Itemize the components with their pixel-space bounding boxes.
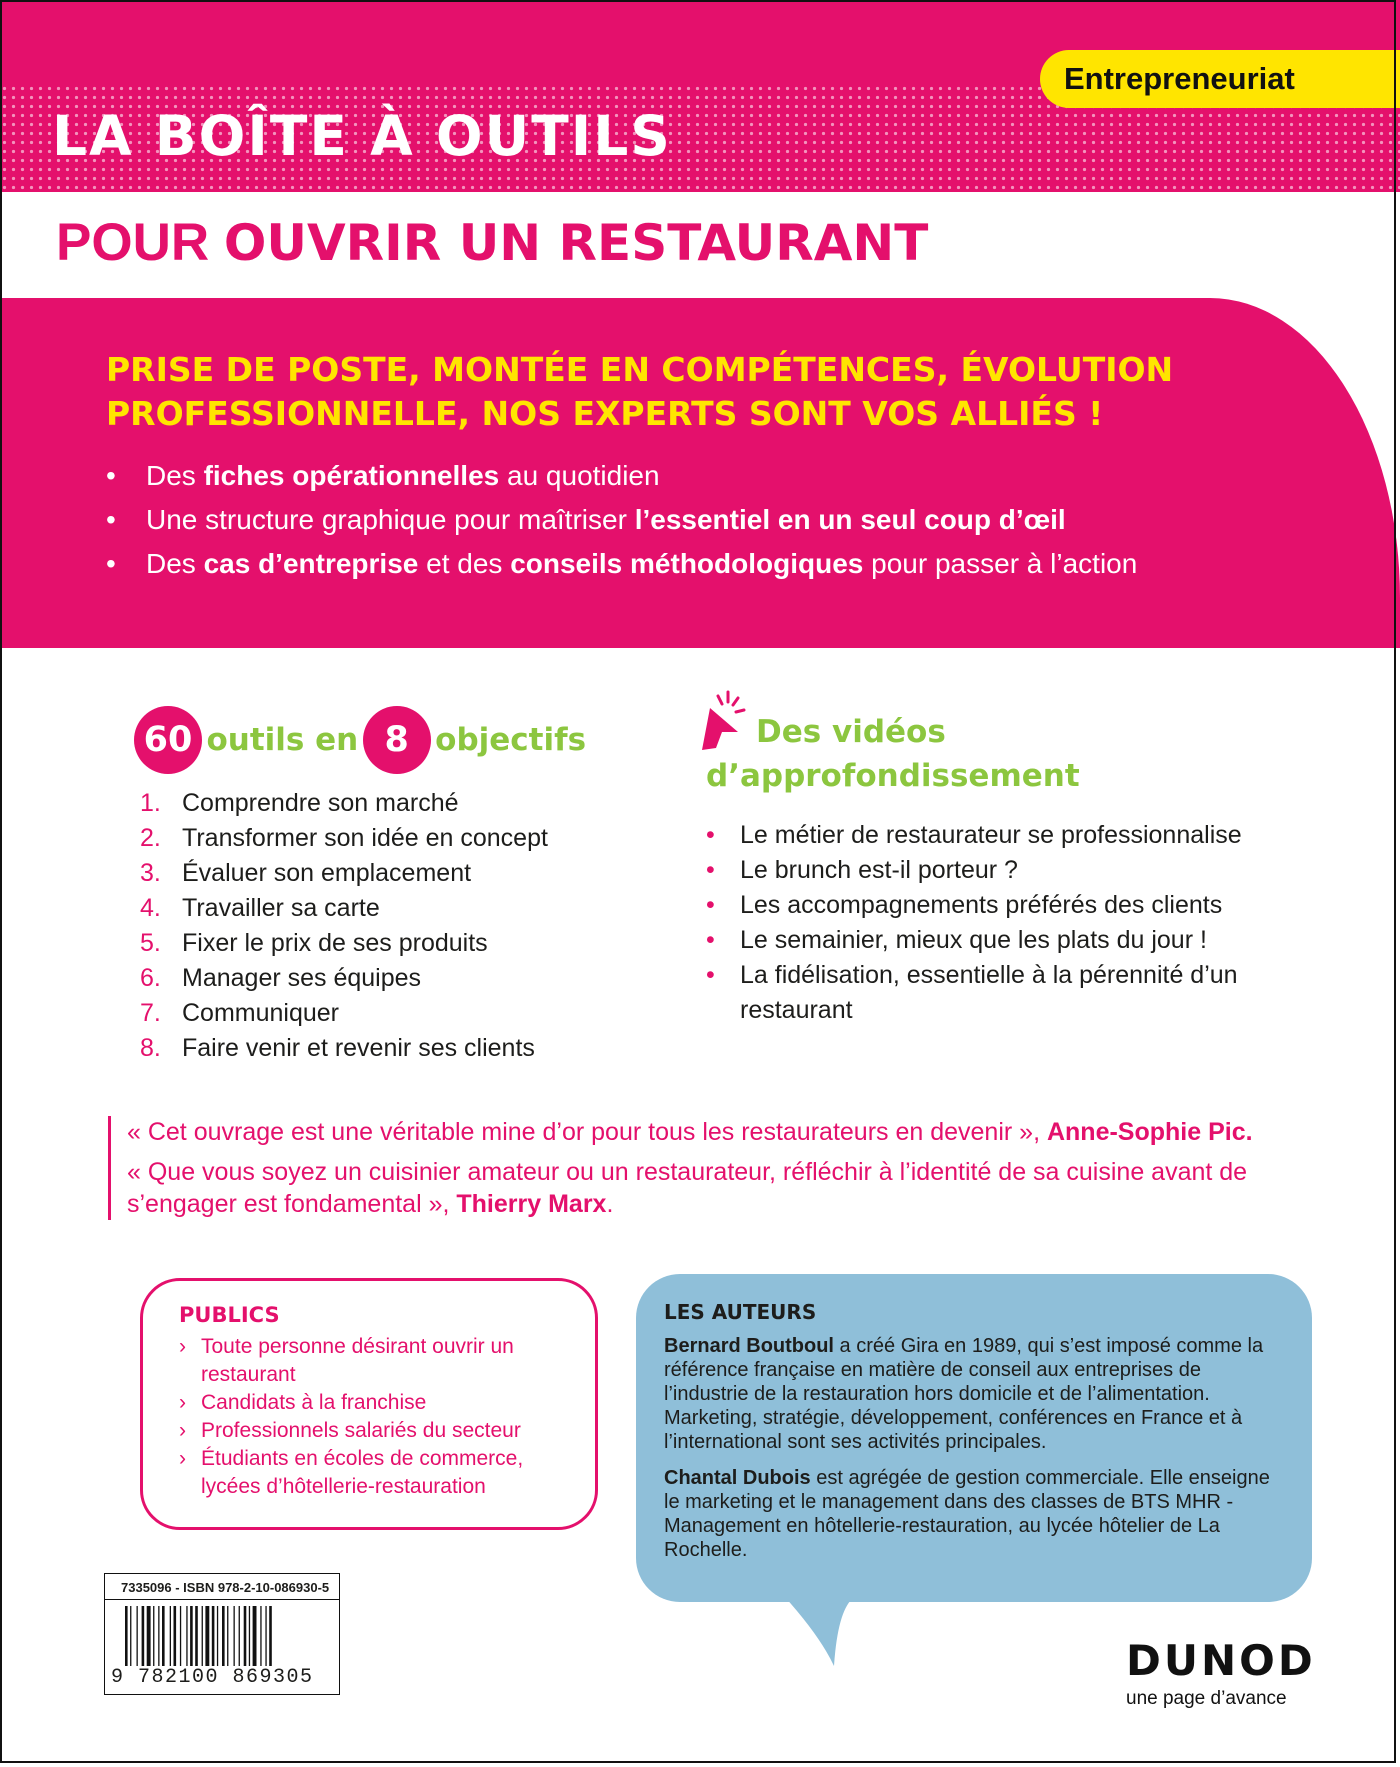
- barcode-block: [104, 1573, 340, 1695]
- barcode-bar: [222, 1606, 225, 1666]
- isbn-divider: [105, 1599, 339, 1600]
- intro-bullet: • Une structure graphique pour maîtriser l’essentiel en un seul coup d’œil: [106, 504, 1066, 535]
- objective-item: [140, 926, 548, 961]
- objective-text: Comprendre son marché: [182, 789, 459, 817]
- subtitle-bold: OUVRIR UN RESTAURANT: [223, 214, 929, 272]
- isbn-label: 7335096 - ISBN 978-2-10-086930-5: [121, 1580, 330, 1595]
- barcode-bar: [153, 1606, 154, 1666]
- barcode-bar: [239, 1606, 240, 1666]
- author-bio-text: a créé Gira en 1989, qui s’est imposé comme la référence française en matière de conseil aux entreprises de l’industrie de la restauration hors domicile et de l’alimentation. Marketing, stratégie, développement, conférences en France et à l’international sont ses activités principales.: [664, 1335, 1264, 1453]
- bullet-text: au quotidien: [499, 460, 660, 491]
- publics-list: [179, 1333, 575, 1501]
- videos-list: [704, 818, 1304, 1028]
- goals-label: objectifs: [435, 722, 587, 758]
- bullet-text: pour passer à l’action: [863, 548, 1138, 579]
- barcode-bar: [125, 1606, 128, 1666]
- objective-item: [140, 1031, 548, 1066]
- objective-number: 3.: [140, 859, 161, 887]
- barcode-bar: [260, 1606, 261, 1666]
- objective-text: Transformer son idée en concept: [182, 824, 548, 852]
- barcode-bar: [217, 1606, 218, 1666]
- objective-number: 5.: [140, 929, 161, 957]
- testimonial-quote: [127, 1156, 1327, 1220]
- barcode-bar: [205, 1606, 209, 1666]
- barcode-bar: [186, 1606, 187, 1666]
- publics-item: › Étudiants en écoles de commerce, lycées d’hôtellerie-restauration: [179, 1445, 575, 1501]
- quote-end: .: [1245, 1118, 1253, 1146]
- tools-count-badge: 60: [134, 706, 202, 774]
- publics-box: [140, 1278, 598, 1530]
- objective-text: Manager ses équipes: [182, 964, 422, 992]
- barcode-bar: [234, 1606, 235, 1666]
- barcode-bar: [244, 1606, 247, 1666]
- authors-bubble: [636, 1274, 1312, 1602]
- objective-item: [140, 856, 548, 891]
- barcode-bars: [123, 1606, 323, 1666]
- objective-text: Fixer le prix de ses produits: [182, 929, 488, 957]
- author-bio-text: est agrégée de gestion commerciale. Elle enseigne le marketing et le management dans des classes de BTS MHR - Management en hôtellerie-restauration, au lycée hôtelier de La Rochelle.: [664, 1467, 1270, 1561]
- barcode-bar: [158, 1606, 159, 1666]
- publisher-logo: DUNOD: [1126, 1636, 1316, 1685]
- objective-number: 2.: [140, 824, 161, 852]
- barcode-bar: [147, 1606, 151, 1666]
- objective-number: 6.: [140, 964, 161, 992]
- intro-tagline: PRISE DE POSTE, MONTÉE EN COMPÉTENCES, ÉVOLUTION PROFESSIONNELLE, NOS EXPERTS SONT VOS ALLIÉS !: [106, 350, 1174, 433]
- videos-heading-line2: d’approfondissement: [706, 758, 1080, 794]
- tools-label: outils en: [206, 722, 359, 758]
- barcode-bar: [130, 1606, 131, 1666]
- objective-text: Évaluer son emplacement: [182, 859, 472, 887]
- publisher-slogan: une page d’avance: [1126, 1688, 1287, 1709]
- category-tag: Entrepreneuriat: [1040, 50, 1400, 108]
- video-item: • Les accompagnements préférés des clients: [704, 888, 1304, 923]
- objectives-list: [140, 786, 548, 1066]
- intro-bullets: [106, 454, 1137, 586]
- author-name: Chantal Dubois: [664, 1467, 811, 1489]
- video-item: • La fidélisation, essentielle à la pérennité d’un restaurant: [704, 958, 1304, 1028]
- bullet-bold: fiches opérationnelles: [203, 460, 500, 491]
- barcode-bar: [212, 1606, 215, 1666]
- quote-text: « Que vous soyez un cuisinier amateur ou un restaurateur, réfléchir à l’identité de sa cuisine avant de s’engager est fondamental »,: [127, 1158, 1248, 1218]
- barcode-bar: [174, 1606, 177, 1666]
- barcode-bar: [142, 1606, 145, 1666]
- barcode-bar: [137, 1606, 138, 1666]
- publics-item: › Toute personne désirant ouvrir un restaurant: [179, 1333, 575, 1389]
- book-subtitle: [56, 212, 928, 273]
- objective-number: 4.: [140, 894, 161, 922]
- quote-author: Anne-Sophie Pic: [1046, 1118, 1246, 1146]
- barcode-bar: [190, 1606, 193, 1666]
- subtitle-prefix: POUR: [56, 213, 210, 272]
- author-bio: [664, 1466, 1286, 1562]
- barcode-bar: [170, 1606, 171, 1666]
- bullet-text: Des: [146, 548, 204, 579]
- objective-item: [140, 961, 548, 996]
- objective-item: [140, 821, 548, 856]
- goals-count-badge: 8: [363, 706, 431, 774]
- testimonial-quote: [127, 1116, 1327, 1148]
- series-title: LA BOÎTE À OUTILS: [52, 104, 672, 168]
- barcode-bar: [265, 1606, 266, 1666]
- videos-heading: [706, 710, 1080, 798]
- objective-number: 7.: [140, 999, 161, 1027]
- objective-item: [140, 786, 548, 821]
- bullet-bold: l’essentiel en un seul coup d’œil: [634, 504, 1066, 535]
- objective-text: Communiquer: [182, 999, 340, 1027]
- author-name: Bernard Boutboul: [664, 1335, 834, 1357]
- quote-text: « Cet ouvrage est une véritable mine d’or pour tous les restaurateurs en devenir »,: [127, 1118, 1047, 1146]
- barcode-bar: [202, 1606, 203, 1666]
- publics-title: PUBLICS: [179, 1303, 280, 1327]
- author-bio: [664, 1334, 1286, 1454]
- intro-bullet: • Des fiches opérationnelles au quotidien: [106, 460, 660, 491]
- barcode-bar: [249, 1606, 250, 1666]
- objectives-heading: [134, 706, 586, 774]
- barcode-bar: [269, 1606, 272, 1666]
- publics-item: › Candidats à la franchise: [179, 1389, 575, 1417]
- barcode-bar: [253, 1606, 257, 1666]
- bullet-bold: conseils méthodologiques: [510, 548, 864, 579]
- objective-number: 1.: [140, 789, 161, 817]
- video-item: • Le semainier, mieux que les plats du jour !: [704, 923, 1304, 958]
- barcode-bar: [195, 1606, 198, 1666]
- publics-item: › Professionnels salariés du secteur: [179, 1417, 575, 1445]
- bullet-text: Des: [146, 460, 204, 491]
- objective-item: [140, 996, 548, 1031]
- video-item: • Le brunch est-il porteur ?: [704, 853, 1304, 888]
- quote-author: Thierry Marx: [456, 1190, 607, 1218]
- objective-item: [140, 891, 548, 926]
- video-item: • Le métier de restaurateur se professionnalise: [704, 818, 1304, 853]
- objective-text: Travailler sa carte: [182, 894, 380, 922]
- testimonials: [108, 1116, 1327, 1220]
- intro-bullet: • Des cas d’entreprise et des conseils méthodologiques pour passer à l’action: [106, 548, 1138, 579]
- barcode-bar: [227, 1606, 228, 1666]
- quote-end: .: [606, 1190, 614, 1218]
- barcode-number: 9 782100 869305: [111, 1666, 314, 1689]
- authors-title: LES AUTEURS: [664, 1300, 817, 1324]
- speech-bubble-tail: [780, 1596, 860, 1676]
- barcode-bar: [180, 1606, 181, 1666]
- barcode-bar: [162, 1606, 165, 1666]
- bullet-text: et des: [418, 548, 511, 579]
- objective-number: 8.: [140, 1034, 161, 1062]
- bullet-text: Une structure graphique pour maîtriser: [146, 504, 635, 535]
- objective-text: Faire venir et revenir ses clients: [182, 1034, 535, 1062]
- videos-heading-line1: Des vidéos: [756, 714, 946, 750]
- bullet-bold: cas d’entreprise: [203, 548, 419, 579]
